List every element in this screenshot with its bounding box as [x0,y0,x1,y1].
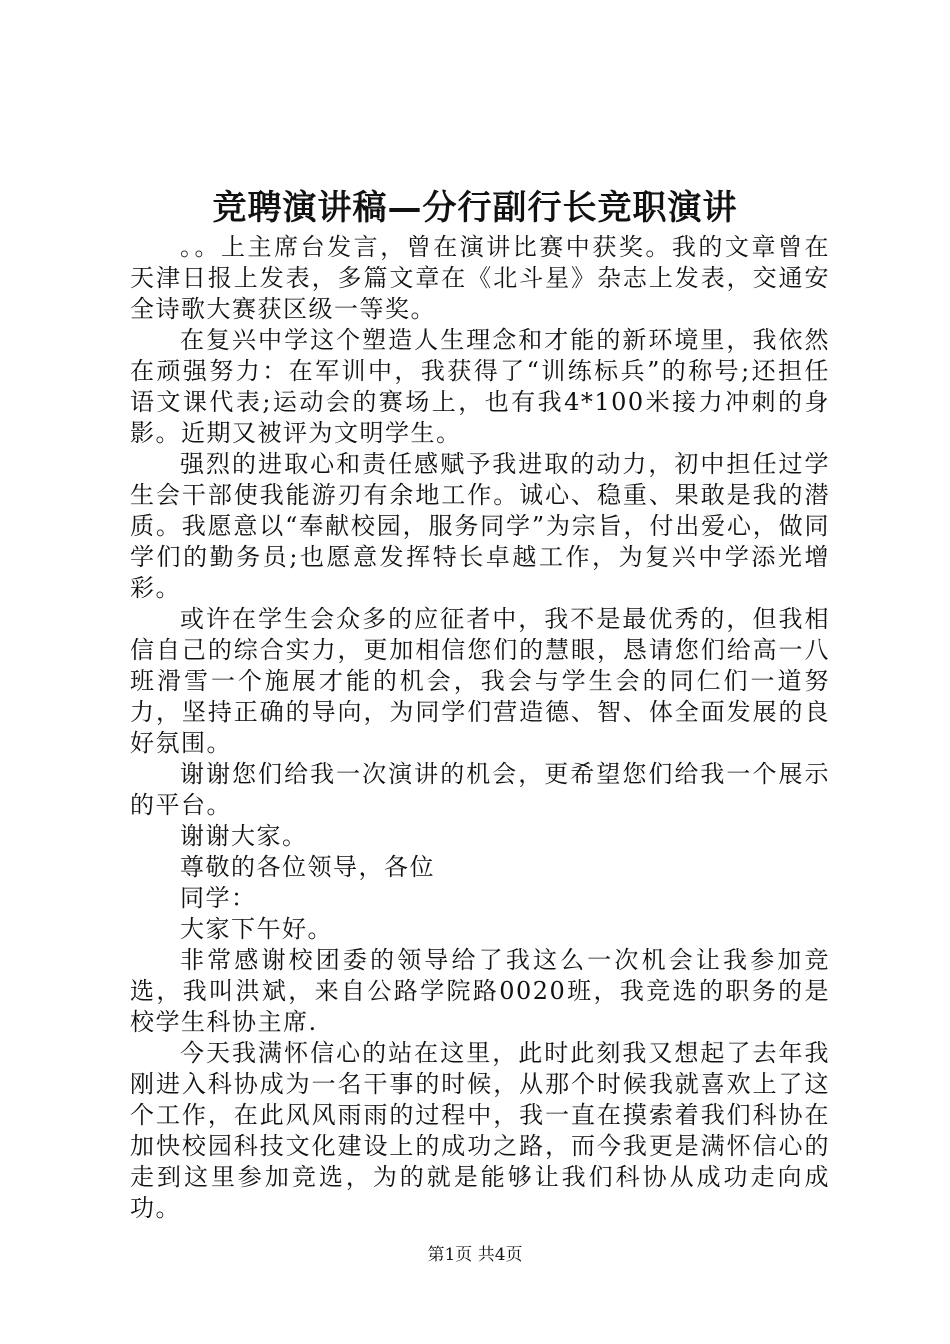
paragraph: 大家下午好。 [180,915,333,943]
paragraph: 谢谢您们给我一次演讲的机会，更希望您们给我一个展示的平台。 [130,760,830,819]
page-footer: 第1页 共4页 [427,1245,523,1265]
paragraph: 或许在学生会众多的应征者中，我不是最优秀的，但我相信自己的综合实力，更加相信您们的慧眼，恳请您们给高一八班滑雪一个施展才能的机会，我会与学生会的同仁们一道努力，坚持正确的导向，为同学们营造德、智、体全面发展的良好氛围。 [130,605,830,757]
paragraph: 同学： [180,884,257,912]
paragraph: 强烈的进取心和责任感赋予我进取的动力，初中担任过学生会干部使我能游刃有余地工作。诚心、稳重、果敢是我的潜质。我愿意以“奉献校园，服务同学”为宗旨，付出爱心，做同学们的勤务员;也愿意发挥特长卓越工作，为复兴中学添光增彩。 [130,450,830,602]
paragraph: 在复兴中学这个塑造人生理念和才能的新环境里，我依然在顽强努力：在军训中，我获得了“训练标兵”的称号;还担任语文课代表;运动会的赛场上，也有我4*100米接力冲刺的身影。近期又被评为文明学生。 [130,326,830,447]
paragraph: 。。上主席台发言，曾在演讲比赛中获奖。我的文章曾在天津日报上发表，多篇文章在《北斗星》杂志上发表，交通安全诗歌大赛获区级一等奖。 [130,233,830,323]
paragraph: 谢谢大家。 [180,822,308,850]
paragraph: 今天我满怀信心的站在这里，此时此刻我又想起了去年我刚进入科协成为一名干事的时候，从那个时候我就喜欢上了这个工作，在此风风雨雨的过程中，我一直在摸索着我们科协在加快校园科技文化建设上的成功之路，而今我更是满怀信心的走到这里参加竞选，为的就是能够让我们科协从成功走向成功。 [130,1039,830,1222]
document-body [130,232,830,1224]
document-title: 竞聘演讲稿—分行副行长竞职演讲 [212,188,738,228]
paragraph: 尊敬的各位领导，各位 [180,853,435,881]
paragraph: 非常感谢校团委的领导给了我这么一次机会让我参加竞选，我叫洪斌，来自公路学院路0020班，我竞选的职务的是校学生科协主席. [130,946,830,1036]
